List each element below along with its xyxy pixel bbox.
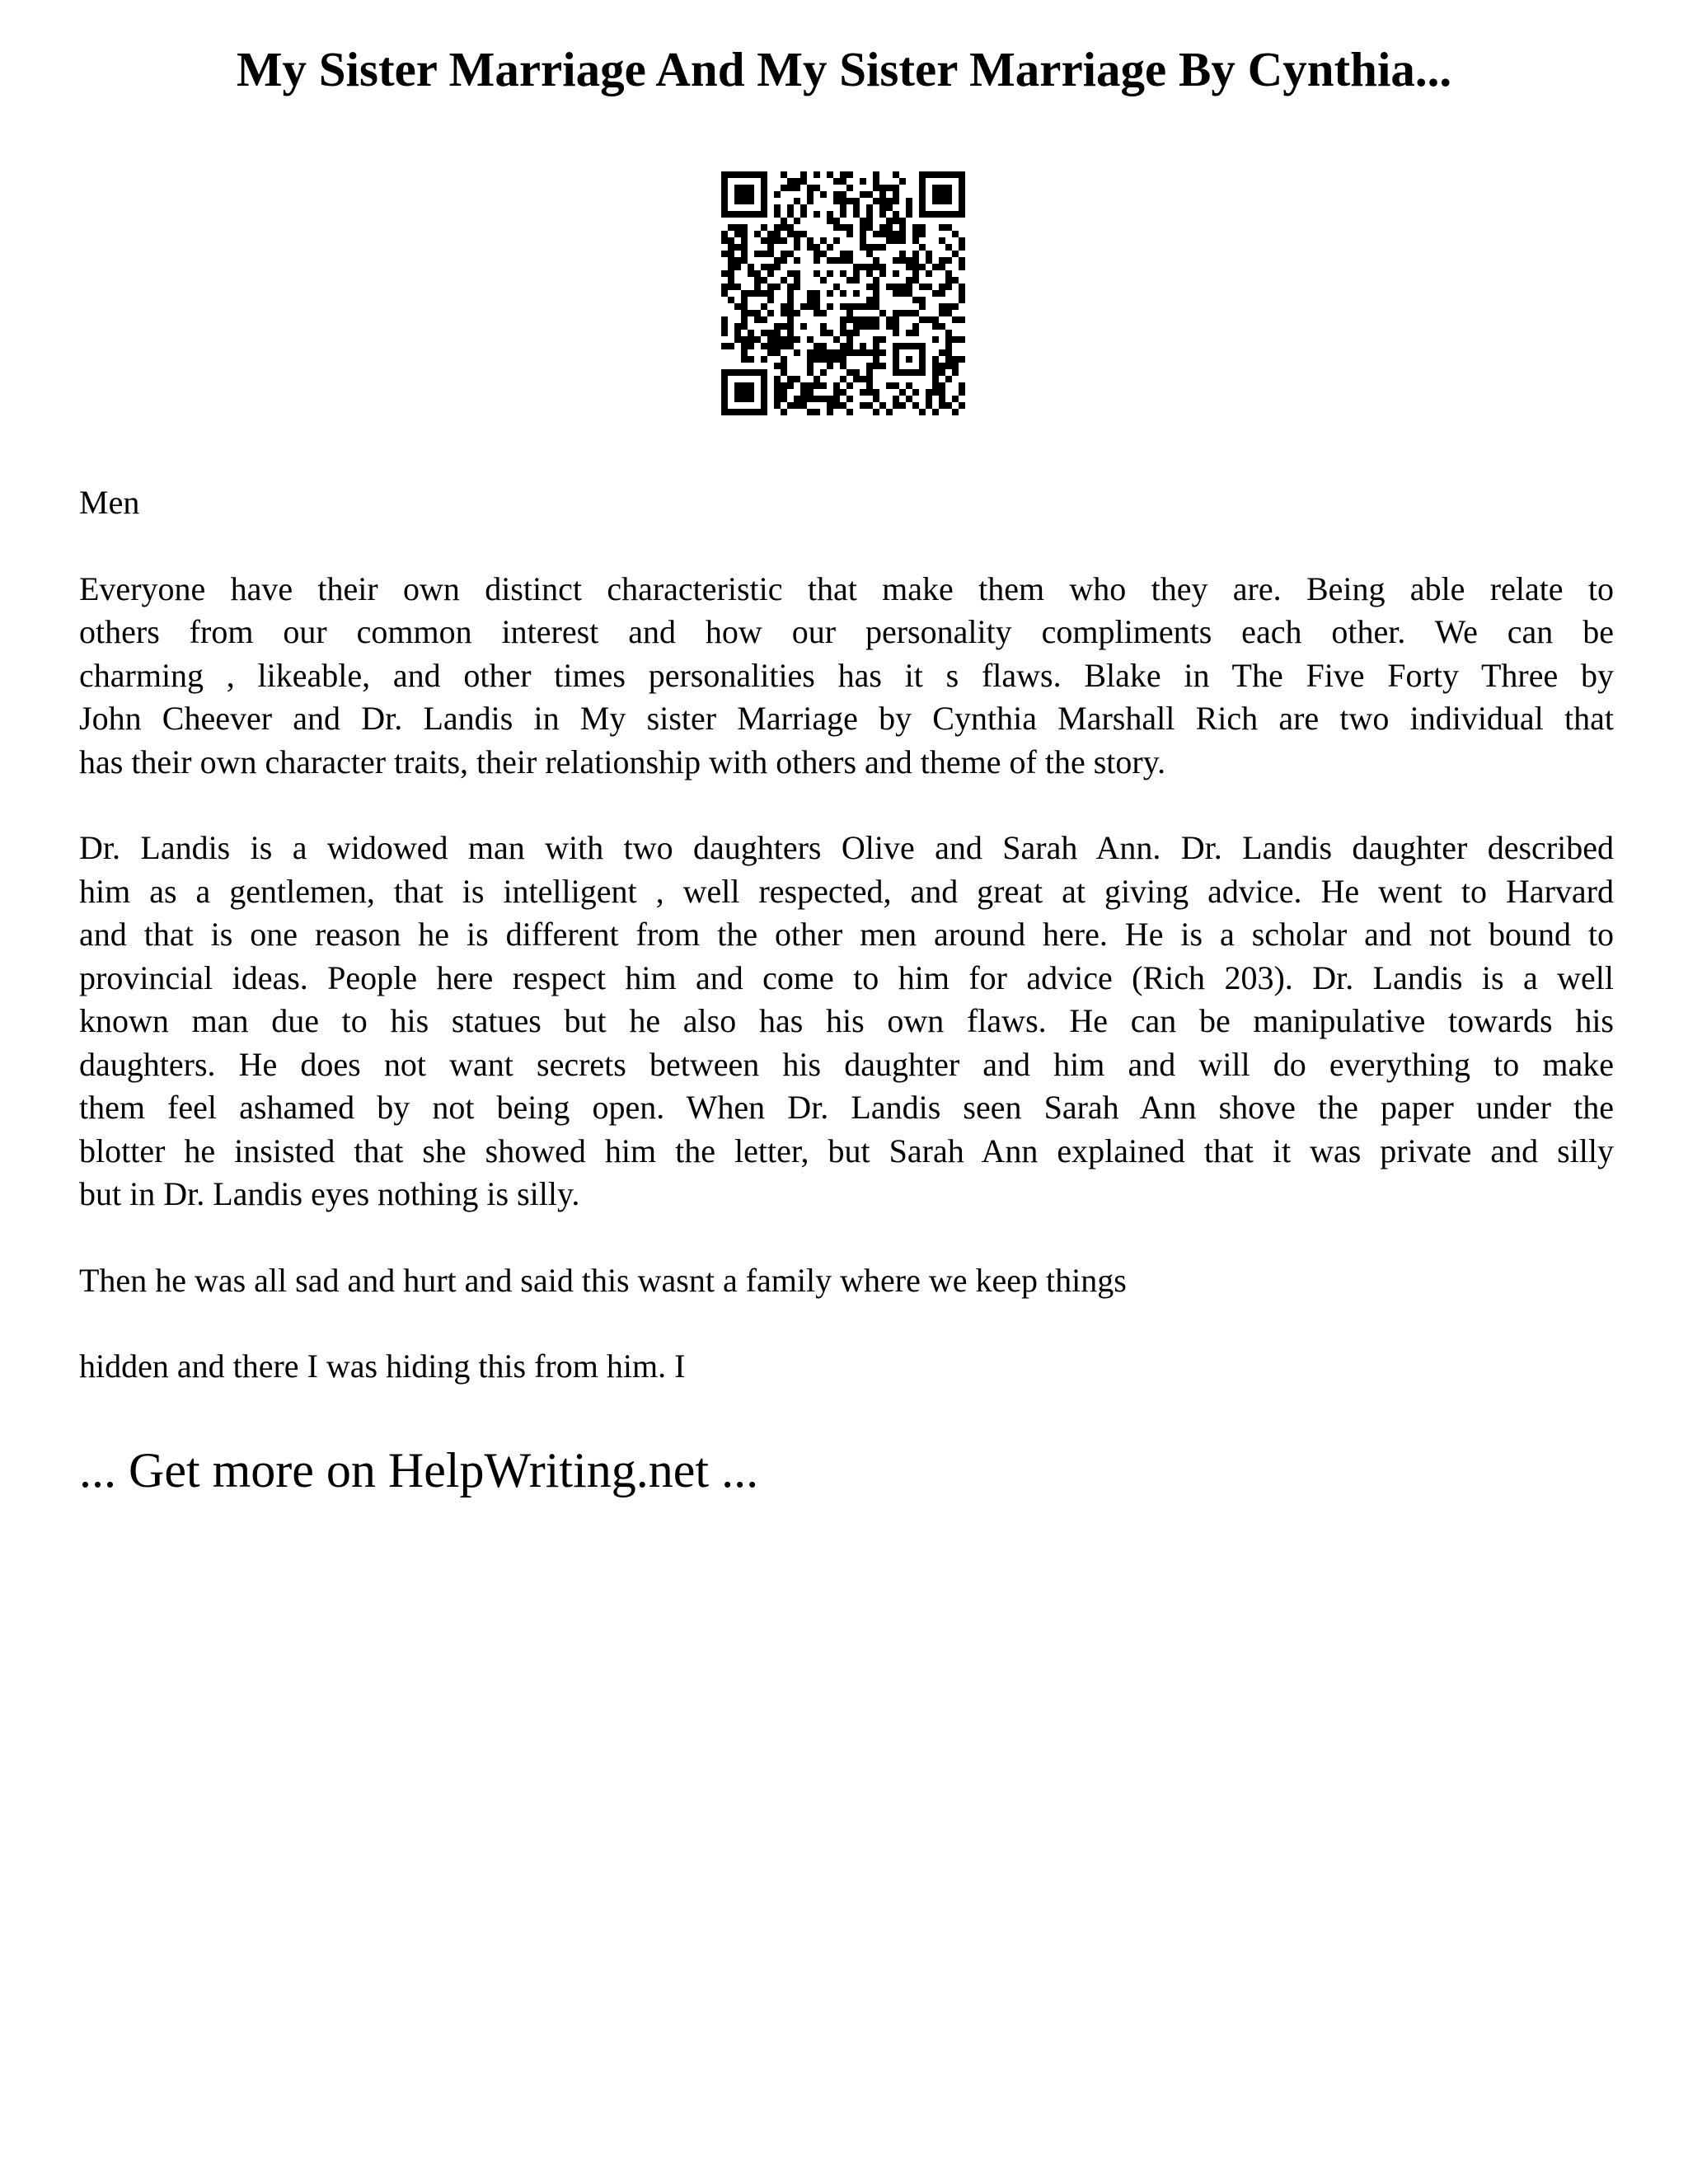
paragraph-line: them feel ashamed by not being open. When Dr. Landis seen Sarah Ann shove the paper under the xyxy=(79,1089,1614,1126)
paragraph-quote-end: hidden and there I was hiding this from him. I xyxy=(79,1347,686,1385)
paragraph-quote-start: Then he was all sad and hurt and said this wasnt a family where we keep things xyxy=(79,1261,1127,1299)
paragraph-line: blotter he insisted that she showed him the letter, but Sarah Ann explained that it was private and silly xyxy=(79,1132,1614,1169)
paragraph-line: Everyone have their own distinct characteristic that make them who they are. Being able relate to xyxy=(79,569,1614,607)
paragraph-intro xyxy=(79,568,1614,785)
paragraph-line: charming , likeable, and other times personalities has it s flaws. Blake in The Five Forty Three by xyxy=(79,656,1614,694)
paragraph-line: provincial ideas. People here respect him and come to him for advice (Rich 203). Dr. Landis is a well xyxy=(79,958,1614,996)
document-body xyxy=(79,481,1614,1389)
paragraph-line: daughters. He does not want secrets between his daughter and him and will do everything to make xyxy=(79,1045,1614,1083)
paragraph-line: known man due to his statues but he also has his own flaws. He can be manipulative towards his xyxy=(79,1002,1614,1039)
section-heading: Men xyxy=(79,484,140,521)
page-title: My Sister Marriage And My Sister Marriage By Cynthia... xyxy=(236,42,1452,96)
paragraph-line: him as a gentlemen, that is intelligent , well respected, and great at giving advice. He went to Harvard xyxy=(79,872,1614,910)
paragraph-line: others from our common interest and how our personality compliments each other. We can be xyxy=(79,613,1614,650)
paragraph-line: Dr. Landis is a widowed man with two daughters Olive and Sarah Ann. Dr. Landis daughter described xyxy=(79,829,1614,866)
qr-code-icon xyxy=(721,171,965,415)
paragraph-line: John Cheever and Dr. Landis in My sister Marriage by Cynthia Marshall Rich are two individual that xyxy=(79,700,1614,737)
paragraph-line: but in Dr. Landis eyes nothing is silly. xyxy=(79,1175,580,1212)
paragraph-dr-landis xyxy=(79,827,1614,1216)
paragraph-line: has their own character traits, their relationship with others and theme of the story. xyxy=(79,743,1166,780)
paragraph-line: and that is one reason he is different from the other men around here. He is a scholar and not bound to xyxy=(79,916,1614,953)
get-more-link[interactable]: ... Get more on HelpWriting.net ... xyxy=(79,1443,759,1497)
